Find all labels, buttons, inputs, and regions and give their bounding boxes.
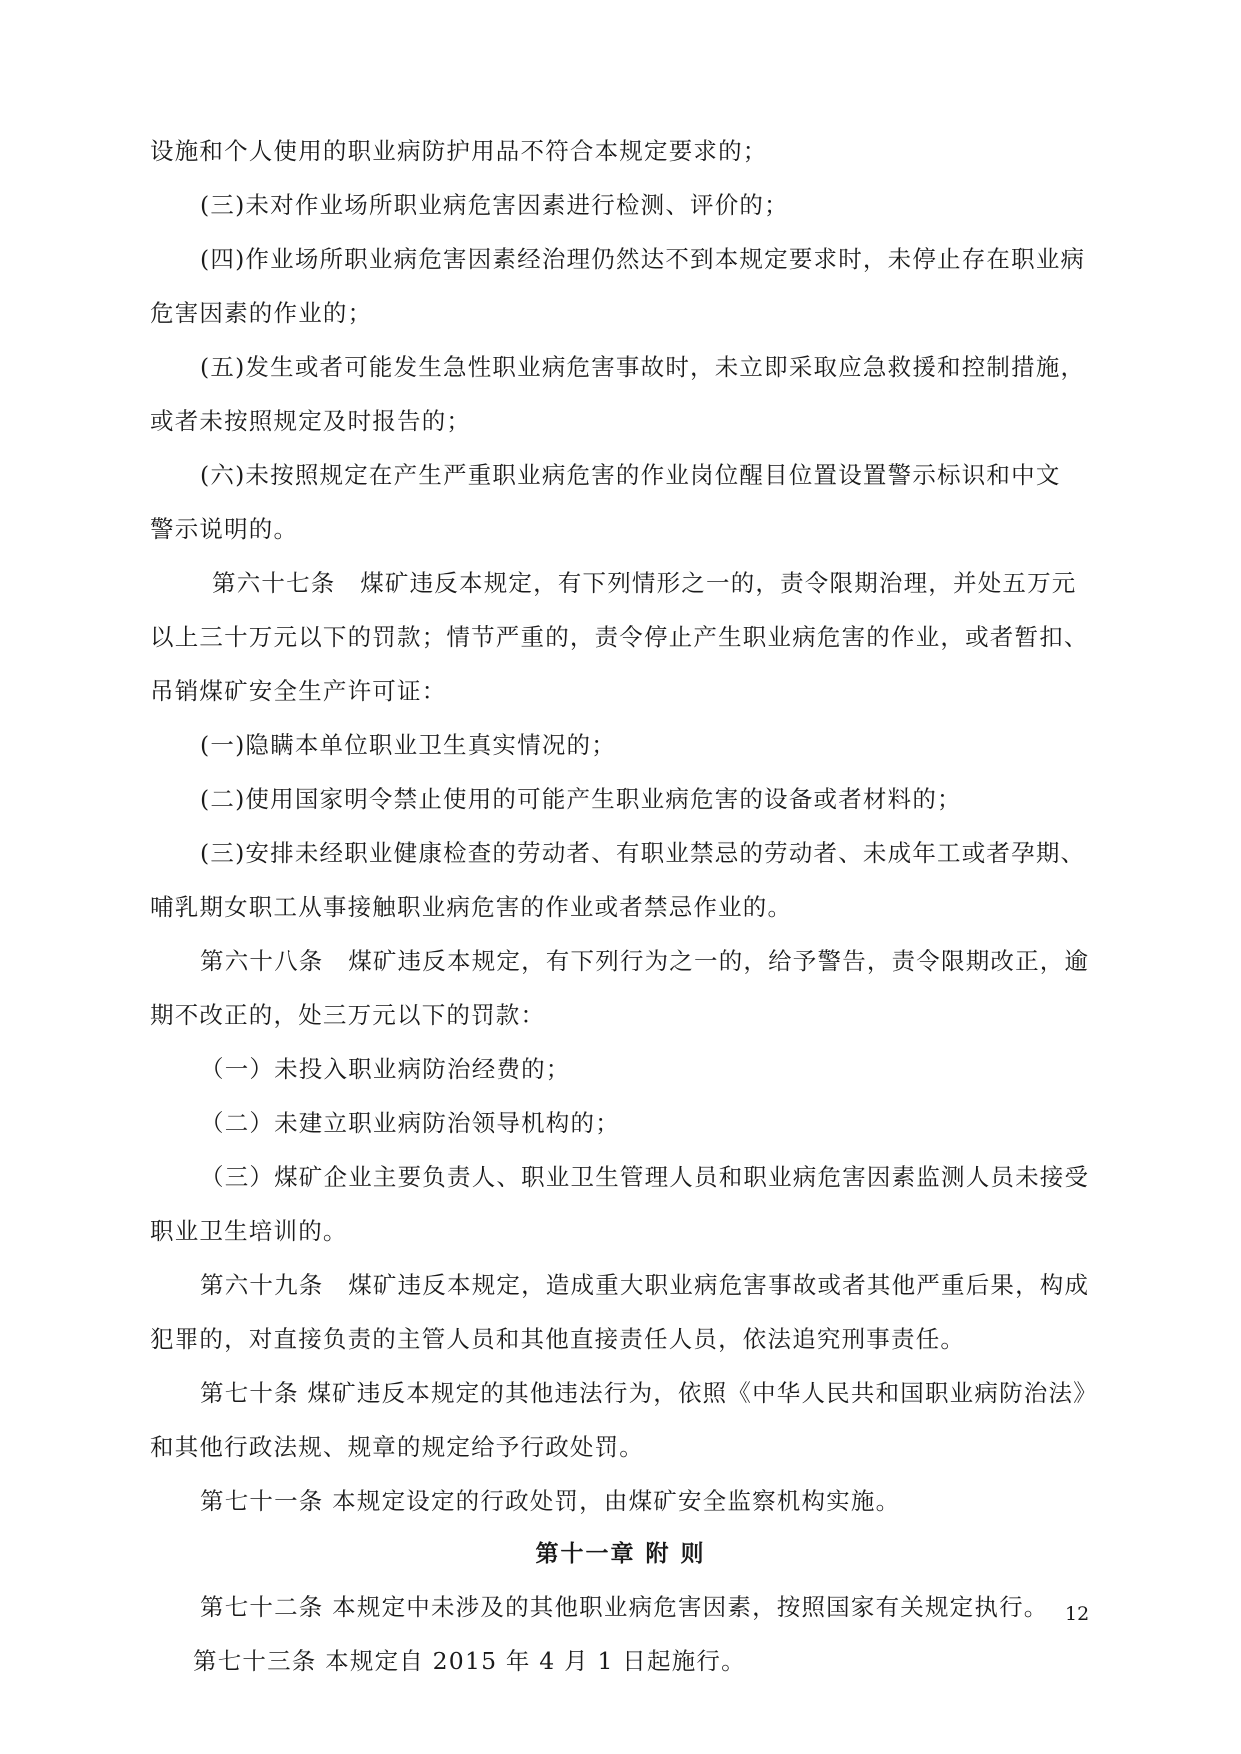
page-number: 12 <box>1065 1603 1090 1625</box>
text-line: 危害因素的作业的； <box>150 299 373 327</box>
text-line: 以上三十万元以下的罚款；情节严重的，责令停止产生职业病危害的作业，或者暂扣、 <box>150 623 1089 651</box>
text-line: （二）未建立职业病防治领导机构的； <box>200 1109 620 1137</box>
text-line: 警示说明的。 <box>150 515 299 543</box>
text-line: 哺乳期女职工从事接触职业病危害的作业或者禁忌作业的。 <box>150 893 793 921</box>
text-line: 期不改正的，处三万元以下的罚款： <box>150 1001 546 1029</box>
text-line: (三)未对作业场所职业病危害因素进行检测、评价的； <box>200 191 789 219</box>
text-line: 犯罪的，对直接负责的主管人员和其他直接责任人员，依法追究刑事责任。 <box>150 1325 966 1353</box>
chapter-heading: 第十一章 附 则 <box>535 1541 706 1567</box>
text-line: (五)发生或者可能发生急性职业病危害事故时，未立即采取应急救援和控制措施， <box>200 353 1086 381</box>
article-68-line: 第六十八条 煤矿违反本规定，有下列行为之一的，给予警告，责令限期改正，逾 <box>200 947 1090 975</box>
text-line: 职业卫生培训的。 <box>150 1217 348 1245</box>
article-70-line: 第七十条 煤矿违反本规定的其他违法行为，依照《中华人民共和国职业病防治法》 <box>200 1379 1098 1407</box>
text-line: （三）煤矿企业主要负责人、职业卫生管理人员和职业病危害因素监测人员未接受 <box>200 1163 1090 1191</box>
article-71-line: 第七十一条 本规定设定的行政处罚，由煤矿安全监察机构实施。 <box>200 1487 901 1515</box>
text-line: (一)隐瞒本单位职业卫生真实情况的； <box>200 731 616 759</box>
text-line: （一）未投入职业病防治经费的； <box>200 1055 571 1083</box>
text-line: (六)未按照规定在产生严重职业病危害的作业岗位醒目位置设置警示标识和中文 <box>200 461 1061 489</box>
article-72-line: 第七十二条 本规定中未涉及的其他职业病危害因素，按照国家有关规定执行。 <box>200 1593 1049 1621</box>
text-line: 或者未按照规定及时报告的； <box>150 407 472 435</box>
article-67-line: 第六十七条 煤矿违反本规定，有下列情形之一的，责令限期治理，并处五万元 <box>212 569 1077 597</box>
text-line: 吊销煤矿安全生产许可证： <box>150 677 447 705</box>
article-69-line: 第六十九条 煤矿违反本规定，造成重大职业病危害事故或者其他严重后果，构成 <box>200 1271 1090 1299</box>
article-73-line: 第七十三条 本规定自 2015 年 4 月 1 日起施行。 <box>193 1647 746 1675</box>
text-line: (二)使用国家明令禁止使用的可能产生职业病危害的设备或者材料的； <box>200 785 962 813</box>
text-line: (三)安排未经职业健康检查的劳动者、有职业禁忌的劳动者、未成年工或者孕期、 <box>200 839 1086 867</box>
text-line: 和其他行政法规、规章的规定给予行政处罚。 <box>150 1433 644 1461</box>
text-line: 设施和个人使用的职业病防护用品不符合本规定要求的； <box>150 137 768 165</box>
text-line: (四)作业场所职业病危害因素经治理仍然达不到本规定要求时，未停止存在职业病 <box>200 245 1086 273</box>
